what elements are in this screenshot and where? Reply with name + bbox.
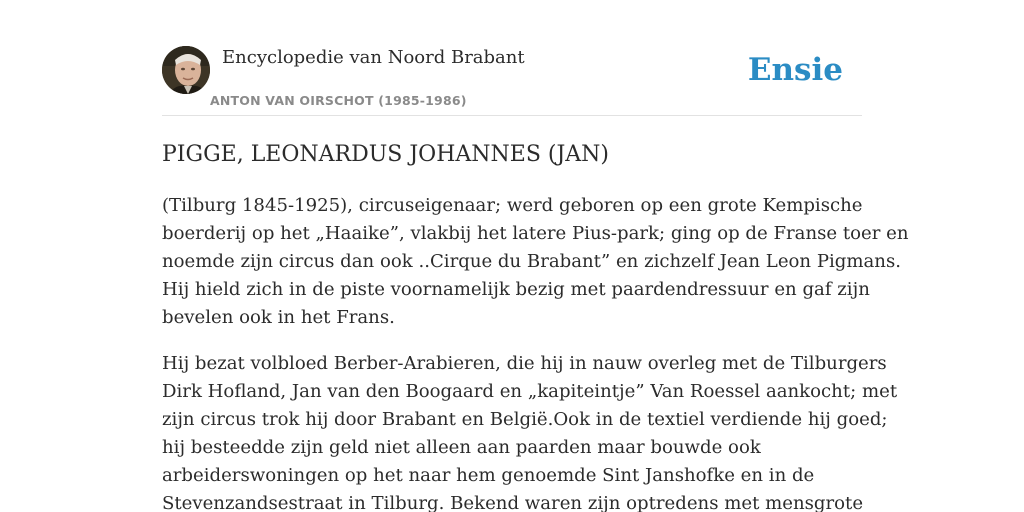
author-avatar[interactable] [162, 46, 210, 94]
paragraph-line: Stevenzandsestraat in Tilburg. Bekend waren zijn optredens met mensgrote [162, 493, 864, 512]
paragraph-line: noemde zijn circus dan ook ..Cirque du Brabant” en zichzelf Jean Leon Pigmans. [162, 251, 901, 272]
article-body [162, 192, 909, 512]
paragraph-1 [162, 192, 909, 332]
author-name[interactable]: ANTON VAN OIRSCHOT (1985-1986) [210, 93, 467, 108]
paragraph-line: hij besteedde zijn geld niet alleen aan paarden maar bouwde ook [162, 437, 761, 458]
paragraph-line: arbeiderswoningen op het naar hem genoemde Sint Janshofke en in de [162, 465, 815, 486]
paragraph-line: Hij bezat volbloed Berber-Arabieren, die hij in nauw overleg met de Tilburgers [162, 353, 887, 374]
source-header [162, 46, 862, 116]
source-title[interactable]: Encyclopedie van Noord Brabant [222, 47, 525, 68]
paragraph-line: (Tilburg 1845-1925), circuseigenaar; werd geboren op een grote Kempische [162, 195, 863, 216]
ensie-logo[interactable]: Ensie [747, 52, 843, 88]
paragraph-2 [162, 350, 898, 512]
paragraph-line: Hij hield zich in de piste voornamelijk bezig met paardendressuur en gaf zijn [162, 279, 870, 300]
paragraph-line: bevelen ook in het Frans. [162, 307, 395, 328]
author-portrait-icon [162, 46, 210, 94]
paragraph-line: Dirk Hofland, Jan van den Boogaard en „kapiteintje” Van Roessel aankocht; met [162, 381, 898, 402]
article-title: PIGGE, LEONARDUS JOHANNES (JAN) [162, 142, 610, 167]
paragraph-line: zijn circus trok hij door Brabant en België.Ook in de textiel verdiende hij goed; [162, 409, 888, 430]
paragraph-line: boerderij op het „Haaike”, vlakbij het latere Pius-park; ging op de Franse toer en [162, 223, 909, 244]
header-divider [162, 115, 862, 116]
